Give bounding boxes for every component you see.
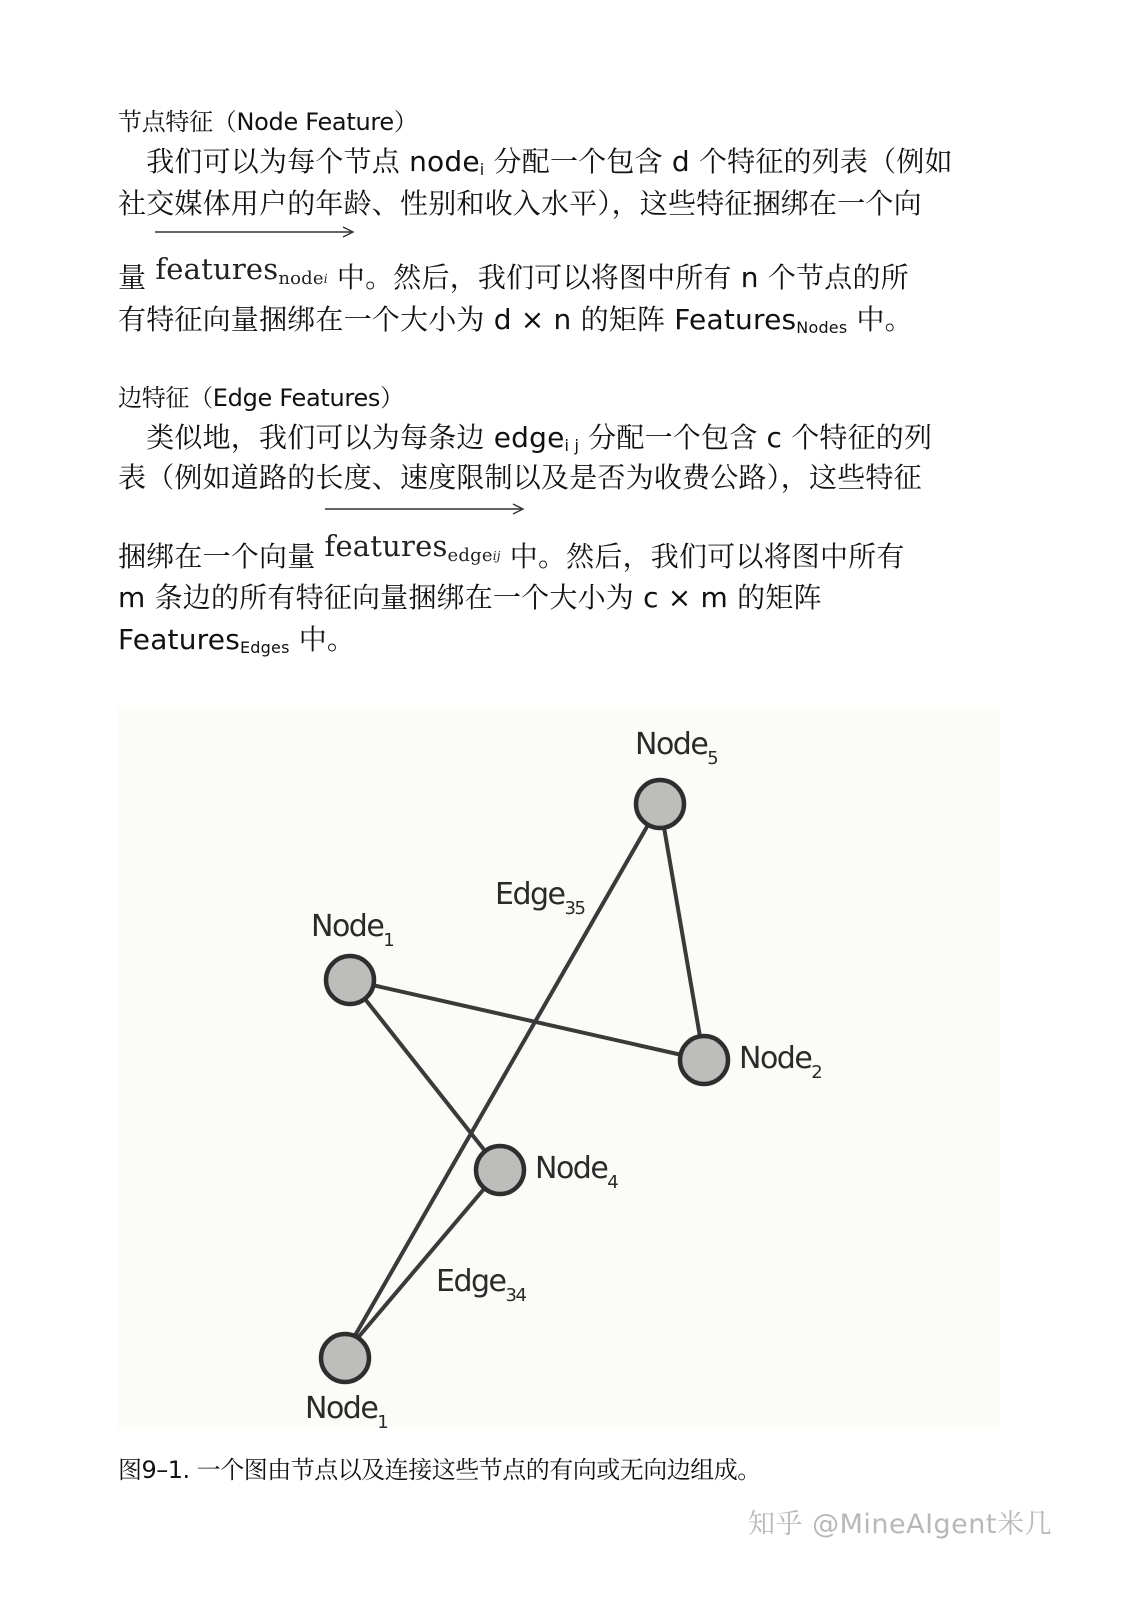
edge-feature-heading: 边特征（Edge Features）	[118, 384, 404, 412]
text: 中。	[289, 623, 356, 656]
graph-labels	[305, 727, 821, 1428]
node-5-circle	[636, 780, 684, 828]
node-paragraph-line-4	[118, 298, 913, 338]
edge-34-label: Edge$_{34}$	[436, 1264, 526, 1306]
graph-diagram	[118, 708, 1000, 1428]
node-2-label: Node$_2$	[739, 1041, 822, 1083]
text: 中。然后，我们可以将图中所有 n 个节点的所	[336, 261, 909, 294]
node-1-bottom-label: Node$_1$	[305, 1391, 388, 1428]
text: 有特征向量捆绑在一个大小为 d × n 的矩阵 Features	[118, 303, 797, 336]
text: 分配一个包含 d 个特征的列表（例如	[484, 145, 953, 178]
text: 类似地，我们可以为每条边 edge	[118, 421, 565, 454]
node-5-label: Node$_5$	[635, 727, 718, 769]
graph-figure	[118, 708, 1000, 1428]
vector-arrow-icon	[325, 503, 525, 515]
edge-5-2	[660, 804, 704, 1060]
edge-35-label: Edge$_{35}$	[495, 877, 585, 919]
node-4-label: Node$_4$	[535, 1151, 618, 1193]
text: 量	[118, 261, 156, 294]
figure-caption: 图9–1. 一个图由节点以及连接这些节点的有向或无向边组成。	[118, 1456, 761, 1484]
math-base: features	[324, 529, 448, 563]
text: 分配一个包含 c 个特征的列	[579, 421, 933, 454]
edge-features-vector-formula	[325, 529, 501, 566]
vector-arrow-icon	[155, 226, 355, 238]
node-paragraph-line-2: 社交媒体用户的年龄、性别和收入水平），这些特征捆绑在一个向	[118, 187, 922, 220]
edge-paragraph-line-3	[118, 529, 905, 576]
node-1-top-label: Node$_1$	[311, 909, 394, 951]
node-paragraph-line-3	[118, 252, 909, 297]
text: Features	[118, 623, 240, 656]
node-1-bottom-circle	[321, 1334, 369, 1382]
node-1-top-circle	[326, 956, 374, 1004]
edge-paragraph-line-2: 表（例如道路的长度、速度限制以及是否为收费公路），这些特征	[118, 461, 922, 494]
text: 中。	[847, 303, 913, 336]
subscript: Nodes	[796, 318, 848, 337]
watermark: 知乎 @MineAIgent米几	[748, 1509, 1052, 1540]
subscript: Edges	[240, 638, 290, 657]
text: 中。然后，我们可以将图中所有	[509, 540, 905, 573]
text: 我们可以为每个节点 node	[118, 145, 480, 178]
node-4-circle	[476, 1146, 524, 1194]
edge-paragraph-line-1	[118, 416, 932, 456]
subscript: i	[479, 160, 485, 179]
math-subscript: node	[278, 268, 324, 289]
text: 捆绑在一个向量	[118, 540, 325, 573]
subscript: i j	[564, 436, 580, 455]
edge-paragraph-line-5	[118, 618, 355, 658]
node-feature-heading: 节点特征（Node Feature）	[118, 108, 418, 136]
node-paragraph-line-1	[118, 140, 953, 180]
math-subsubscript: ij	[492, 549, 501, 563]
node-features-vector-formula	[155, 252, 327, 289]
edge-34	[345, 1170, 500, 1353]
edge-paragraph-line-4: m 条边的所有特征向量捆绑在一个大小为 c × m 的矩阵	[118, 581, 822, 614]
math-subscript: edge	[447, 545, 493, 566]
node-2-circle	[680, 1036, 728, 1084]
math-base: features	[155, 252, 279, 286]
math-subsubscript: i	[323, 272, 328, 286]
